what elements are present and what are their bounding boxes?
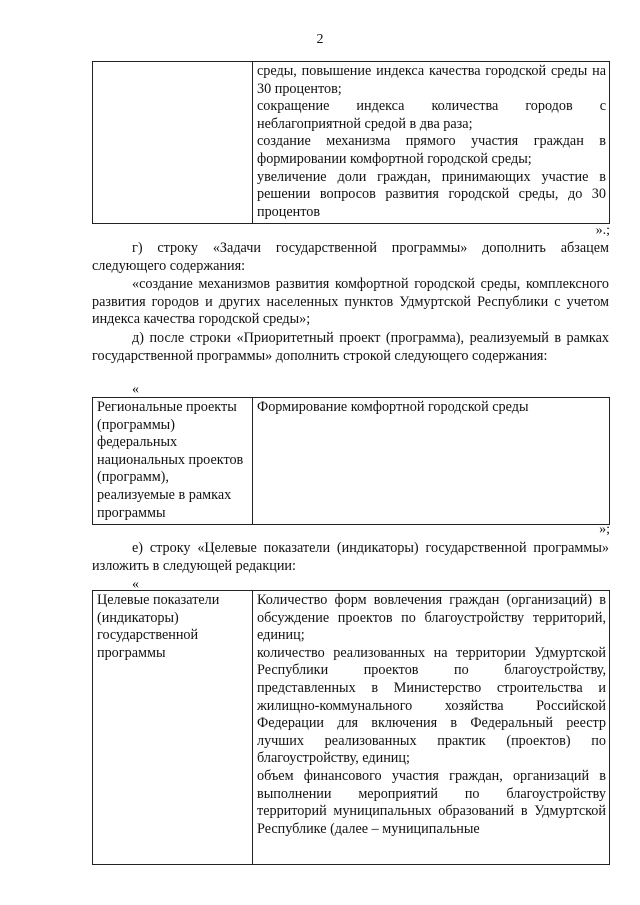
table1-left-cell (93, 62, 253, 224)
table1-right-cell (253, 62, 610, 224)
table2-left-cell: Региональные проекты (программы) федеральных национальных проектов (программ), реализуемые в рамках программы (93, 398, 253, 525)
table3-left-cell: Целевые показатели (индикаторы) государственной программы (93, 591, 253, 865)
opening-quote-3: « (132, 577, 139, 592)
opening-quote-2: « (132, 382, 139, 397)
paragraph-g-quote: «создание механизмов развития комфортной городской среды, комплексного развития городов и других населенных пунктов Удмуртской Республики с учетом индекса качества городской среды»; (92, 276, 609, 328)
table3-line-1: Количество форм вовлечения граждан (организаций) в обсуждение проектов по благоустройству территорий, единиц; (257, 592, 606, 644)
paragraph-g: г) строку «Задачи государственной программы» дополнить абзацем следующего содержания: (92, 240, 609, 274)
table1-line-1: среды, повышение индекса качества городской среды на 30 процентов; (257, 63, 606, 97)
table3-right-cell (253, 591, 610, 865)
table-row (93, 398, 610, 525)
closing-quote-1: ».; (595, 223, 610, 238)
table-regional-projects (92, 397, 610, 525)
table-continuation (92, 61, 610, 224)
table2-right-cell: Формирование комфортной городской среды (253, 398, 610, 525)
table-target-indicators (92, 590, 610, 865)
table3-line-2: количество реализованных на территории Удмуртской Республики проектов по благоустройству, представленных в Министерство строительства и жилищно-коммунального хозяйства Российской Федерации для включения в Федеральный реестр лучших реализованных практик (проектов) по благоустройству, единиц; (257, 644, 606, 767)
page-number: 2 (316, 32, 324, 47)
table1-line-4: увеличение доли граждан, принимающих участие в решении вопросов развития городской среды, до 30 процентов (257, 168, 606, 220)
paragraph-e: е) строку «Целевые показатели (индикаторы) государственной программы» изложить в следующей редакции: (92, 540, 609, 574)
table1-line-2: сокращение индекса количества городов с неблагоприятной средой в два раза; (257, 98, 606, 132)
table-row (93, 62, 610, 224)
paragraph-d: д) после строки «Приоритетный проект (программа), реализуемый в рамках государственной программы» дополнить строкой следующего содержания: (92, 330, 609, 364)
table3-line-3: объем финансового участия граждан, организаций в выполнении мероприятий по благоустройству территорий муниципальных образований в Удмуртской Республике (далее – муниципальные (257, 767, 606, 837)
table-row (93, 591, 610, 865)
closing-quote-2: »; (599, 522, 610, 537)
table1-line-3: создание механизма прямого участия граждан в формировании комфортной городской среды; (257, 133, 606, 167)
